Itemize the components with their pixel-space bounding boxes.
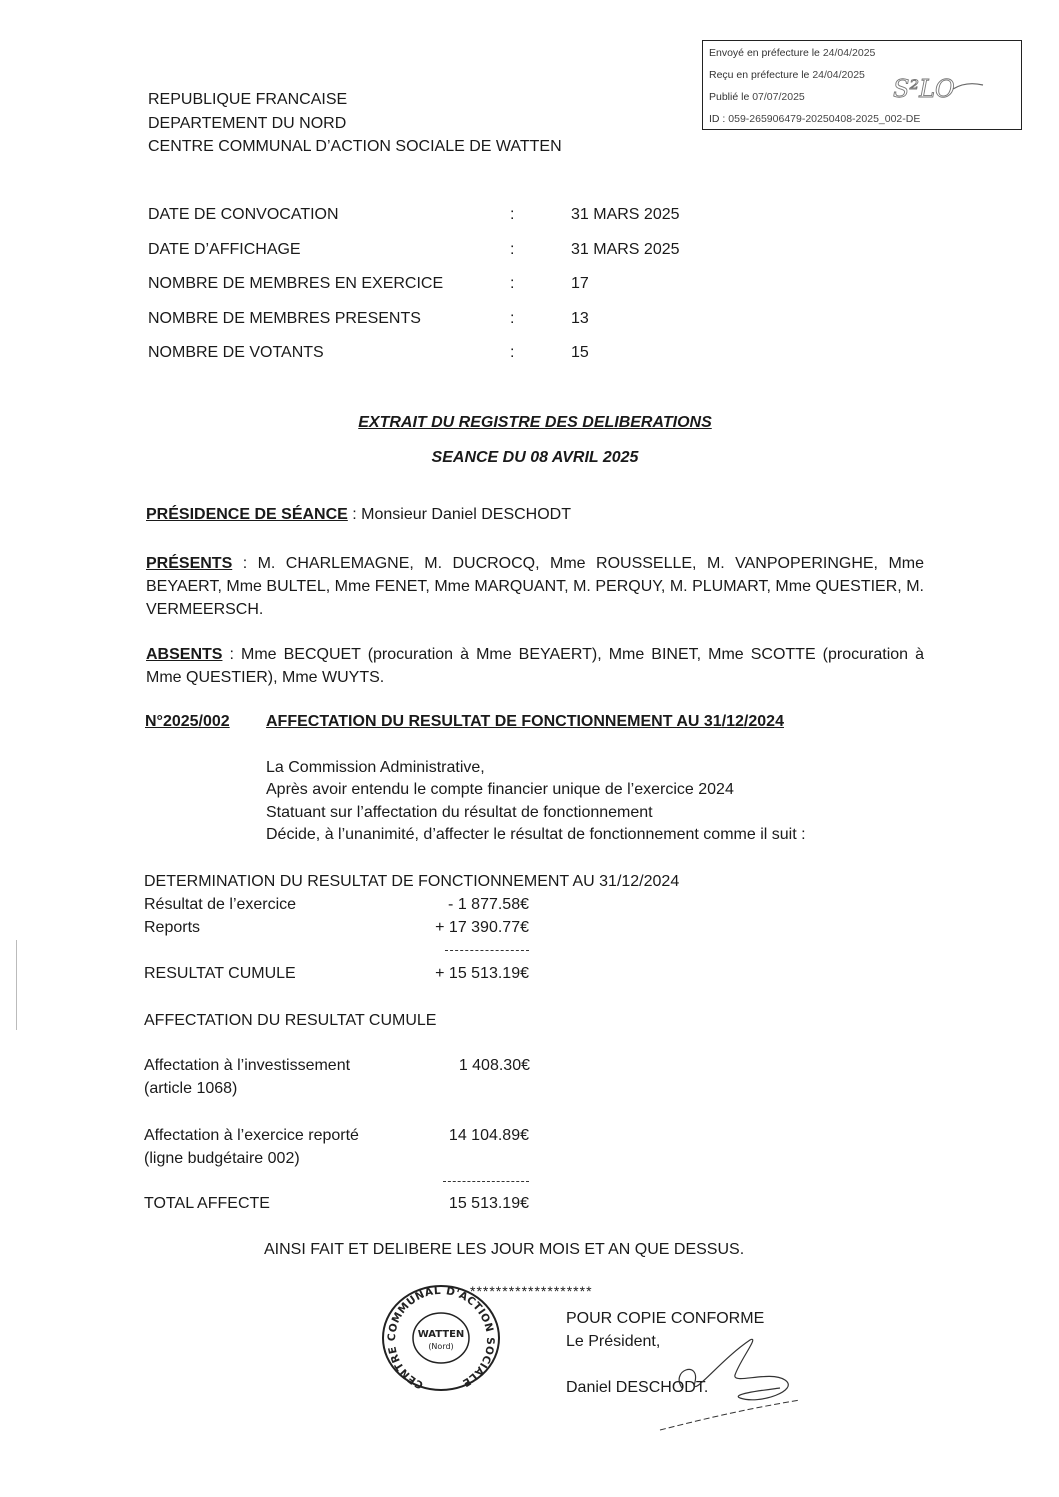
body-line: Décide, à l’unanimité, d’affecter le résultat de fonctionnement comme il suit : xyxy=(266,826,806,843)
presidence xyxy=(146,506,571,524)
deliberation-number: N°2025/002 xyxy=(145,713,230,730)
copie-conforme: POUR COPIE CONFORME xyxy=(566,1310,765,1327)
prefecture-stamp xyxy=(702,40,1022,130)
resultat-cumule-value: + 15 513.19€ xyxy=(435,965,529,982)
report-label: Affectation à l’exercice reporté xyxy=(144,1127,359,1144)
determination-row-value: - 1 877.58€ xyxy=(448,896,529,913)
meta-value: 13 xyxy=(571,310,589,327)
meta-label: NOMBRE DE MEMBRES PRESENTS xyxy=(148,310,421,327)
closing-statement: AINSI FAIT ET DELIBERE LES JOUR MOIS ET AN QUE DESSUS. xyxy=(264,1241,745,1258)
seal-center-town: WATTEN xyxy=(417,1329,465,1340)
meta-sep: : xyxy=(510,206,515,223)
absents-value: : Mme BECQUET (procuration à Mme BEYAERT), Mme BINET, Mme SCOTTE (procuration à Mme QUESTIER), Mme WUYTS. xyxy=(146,646,924,686)
signature-icon xyxy=(640,1330,810,1440)
total-affecte-value: 15 513.19€ xyxy=(448,1195,529,1212)
meta-value: 31 MARS 2025 xyxy=(571,206,680,223)
presents-value: : M. CHARLEMAGNE, M. DUCROCQ, Mme ROUSSELLE, M. VANPOPERINGHE, Mme BEYAERT, Mme BULTEL, Mme FENET, Mme MARQUANT, M. PERQUY, M. PLUMART, Mme QUESTIER, M. VERMEERSCH. xyxy=(146,555,924,618)
stamp-envoye xyxy=(709,47,875,59)
meta-label: NOMBRE DE VOTANTS xyxy=(148,344,324,361)
affectation-heading: AFFECTATION DU RESULTAT CUMULE xyxy=(144,1012,437,1029)
meta-label: DATE D’AFFICHAGE xyxy=(148,241,301,258)
determination-row-label: Reports xyxy=(144,919,201,936)
seal-center-region: (Nord) xyxy=(428,1342,454,1351)
stamp-publie-date: 07/07/2025 xyxy=(752,91,805,103)
seal-ring-text: CENTRE COMMUNAL D'ACTION SOCIALE xyxy=(385,1284,497,1391)
seance-title: SEANCE DU 08 AVRIL 2025 xyxy=(431,449,639,466)
invest-sub: (article 1068) xyxy=(144,1080,238,1097)
total-affecte-label: TOTAL AFFECTE xyxy=(144,1195,270,1212)
meta-value: 15 xyxy=(571,344,589,361)
slo-logo-icon xyxy=(891,71,991,105)
scan-artifact xyxy=(16,940,17,1030)
meta-sep: : xyxy=(510,344,515,361)
stamp-id xyxy=(709,113,920,125)
sum-divider xyxy=(445,950,529,951)
body-line: La Commission Administrative, xyxy=(266,759,485,776)
meta-sep: : xyxy=(510,275,515,292)
stamp-envoye-label: Envoyé en préfecture le xyxy=(709,47,820,59)
extrait-title: EXTRAIT DU REGISTRE DES DELIBERATIONS xyxy=(358,414,712,431)
presents-label: PRÉSENTS xyxy=(146,555,233,572)
stamp-recu-label: Reçu en préfecture le xyxy=(709,69,810,81)
stamp-envoye-date: 24/04/2025 xyxy=(822,47,876,59)
stamp-recu xyxy=(709,69,865,81)
president-title: Le Président, xyxy=(566,1333,661,1350)
presidence-label: PRÉSIDENCE DE SÉANCE xyxy=(146,506,348,523)
resultat-cumule-label: RESULTAT CUMULE xyxy=(144,965,296,982)
total-divider xyxy=(443,1181,529,1182)
stamp-id-label: ID : xyxy=(709,113,726,125)
determination-row-value: + 17 390.77€ xyxy=(435,919,529,936)
deliberation-subject: AFFECTATION DU RESULTAT DE FONCTIONNEMENT AU 31/12/2024 xyxy=(266,713,784,730)
determination-row-label: Résultat de l’exercice xyxy=(144,896,297,913)
header-republique: REPUBLIQUE FRANCAISE xyxy=(148,91,348,108)
body-line: Après avoir entendu le compte financier unique de l’exercice 2024 xyxy=(266,781,734,798)
stamp-publie xyxy=(709,91,805,103)
report-value: 14 104.89€ xyxy=(448,1127,529,1144)
absents-label: ABSENTS xyxy=(146,646,223,663)
meta-sep: : xyxy=(510,241,515,258)
seal-stars: ******************* xyxy=(470,1283,593,1299)
svg-text:S²LO: S²LO xyxy=(893,75,955,103)
absents-paragraph xyxy=(146,643,924,689)
invest-label: Affectation à l’investissement xyxy=(144,1057,351,1074)
invest-value: 1 408.30€ xyxy=(458,1057,530,1074)
meta-value: 31 MARS 2025 xyxy=(571,241,680,258)
presents-paragraph xyxy=(146,552,924,621)
header-departement: DEPARTEMENT DU NORD xyxy=(148,115,347,132)
meta-value: 17 xyxy=(571,275,589,292)
body-line: Statuant sur l’affectation du résultat de fonctionnement xyxy=(266,804,653,821)
presidence-value: : Monsieur Daniel DESCHODT xyxy=(347,506,571,523)
stamp-recu-date: 24/04/2025 xyxy=(812,69,865,81)
president-name: Daniel DESCHODT. xyxy=(566,1379,709,1396)
determination-heading: DETERMINATION DU RESULTAT DE FONCTIONNEMENT AU 31/12/2024 xyxy=(144,873,680,890)
meta-sep: : xyxy=(510,310,515,327)
header-ccas: CENTRE COMMUNAL D’ACTION SOCIALE DE WATTEN xyxy=(148,138,562,155)
report-sub: (ligne budgétaire 002) xyxy=(144,1150,300,1167)
stamp-id-value: 059-265906479-20250408-2025_002-DE xyxy=(728,113,921,125)
meta-label: DATE DE CONVOCATION xyxy=(148,206,339,223)
meta-label: NOMBRE DE MEMBRES EN EXERCICE xyxy=(148,275,444,292)
stamp-publie-label: Publié le xyxy=(709,91,750,103)
